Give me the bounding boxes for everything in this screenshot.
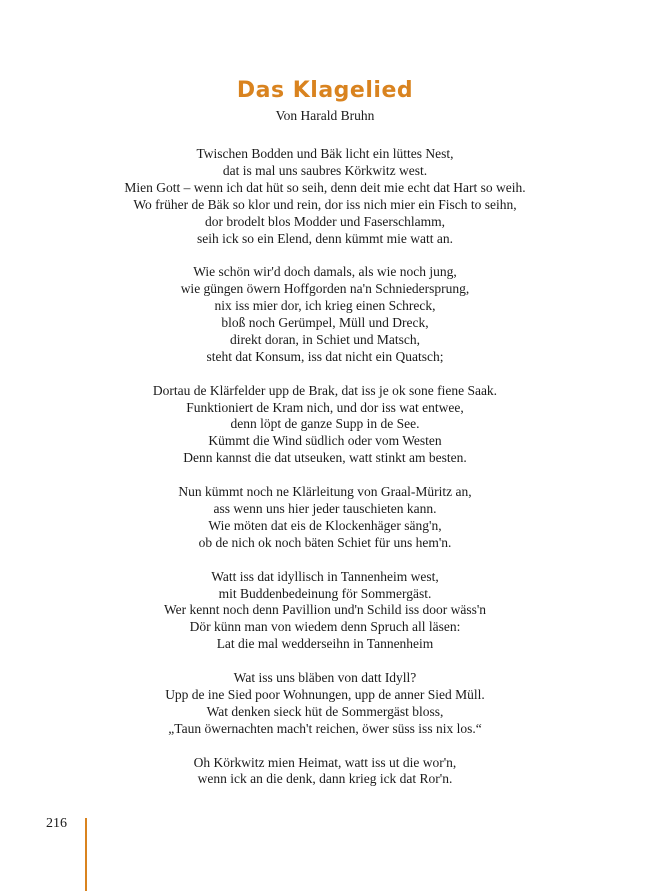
poem-line: dor brodelt blos Modder und Faserschlamm, [205,213,445,229]
stanza [0,264,650,365]
stanza [0,569,650,654]
poem-line: nix iss mier dor, ich krieg einen Schreck, [214,298,436,314]
poem-line: Mien Gott – wenn ich dat hüt so seih, denn deit mie echt dat Hart so weih. [124,179,526,195]
poem-title: Das Klagelied [236,78,414,103]
poem-line: Wo früher de Bäk so klor und rein, dor iss nich mier ein Fisch to seihn, [133,196,517,212]
poem-line: mit Buddenbedeinung för Sommergäst. [218,585,432,601]
poem-line: „Taun öwernachten mach't reichen, öwer süss iss nix los.“ [168,720,482,736]
page-number: 216 [46,816,67,831]
poem-line: Funktioniert de Kram nich, und dor iss wat entwee, [186,399,464,415]
poem-line: denn löpt de ganze Supp in de See. [230,416,420,432]
poem-line: Wer kennt noch denn Pavillion und'n Schild iss door wäss'n [163,602,487,618]
poem-line: seih ick so ein Elend, denn kümmt mie watt an. [196,230,454,246]
poem-line: Dör künn man von wiedem denn Spruch all läsen: [189,619,461,635]
poem-body [0,146,650,805]
poem-line: Upp de ine Sied poor Wohnungen, upp de anner Sied Müll. [165,686,485,702]
poem-line: Twischen Bodden und Bäk licht ein lüttes Nest, [196,146,454,161]
stanza [0,146,650,247]
poem-line: steht dat Konsum, iss dat nicht ein Quatsch; [206,348,444,364]
poem-line: Wat denken sieck hüt de Sommergäst bloss, [206,703,444,719]
poem-line: Watt iss dat idyllisch in Tannenheim west, [211,568,439,584]
poem-line: Wat iss uns bläben von datt Idyll? [233,670,417,686]
poem-line: Kümmt die Wind südlich oder vom Westen [208,433,442,449]
poem-line: dat is mal uns saubres Körkwitz west. [222,162,428,178]
poem-line: Nun kümmt noch ne Klärleitung von Graal-Müritz an, [178,484,472,500]
poem-line: Dortau de Klärfelder upp de Brak, dat iss je ok sone fiene Saak. [152,382,498,398]
poem-line: wenn ick an die denk, dann krieg ick dat Ror'n. [197,771,453,787]
margin-rule [85,818,87,891]
poem-line: Lat die mal wedderseihn in Tannenheim [216,636,434,652]
poem-line: Wie möten dat eis de Klockenhäger säng'n, [208,517,442,533]
poem-line: direkt doran, in Schiet und Matsch, [229,331,421,347]
poem-author: Von Harald Bruhn [275,108,375,123]
stanza [0,670,650,738]
stanza [0,484,650,552]
poem-line: wie güngen öwern Hoffgorden na'n Schniedersprung, [180,281,470,297]
poem-line: ob de nich ok noch bäten Schiet für uns hem'n. [198,534,452,550]
poem-line: ass wenn uns hier jeder tauschieten kann. [213,500,437,516]
poem-line: Oh Körkwitz mien Heimat, watt iss ut die wor'n, [193,754,457,770]
poem-line: bloß noch Gerümpel, Müll und Dreck, [221,315,429,331]
poem-line: Wie schön wir'd doch damals, als wie noch jung, [193,264,457,280]
stanza [0,383,650,468]
poem-line: Denn kannst die dat utseuken, watt stinkt am besten. [183,450,467,466]
stanza [0,755,650,789]
